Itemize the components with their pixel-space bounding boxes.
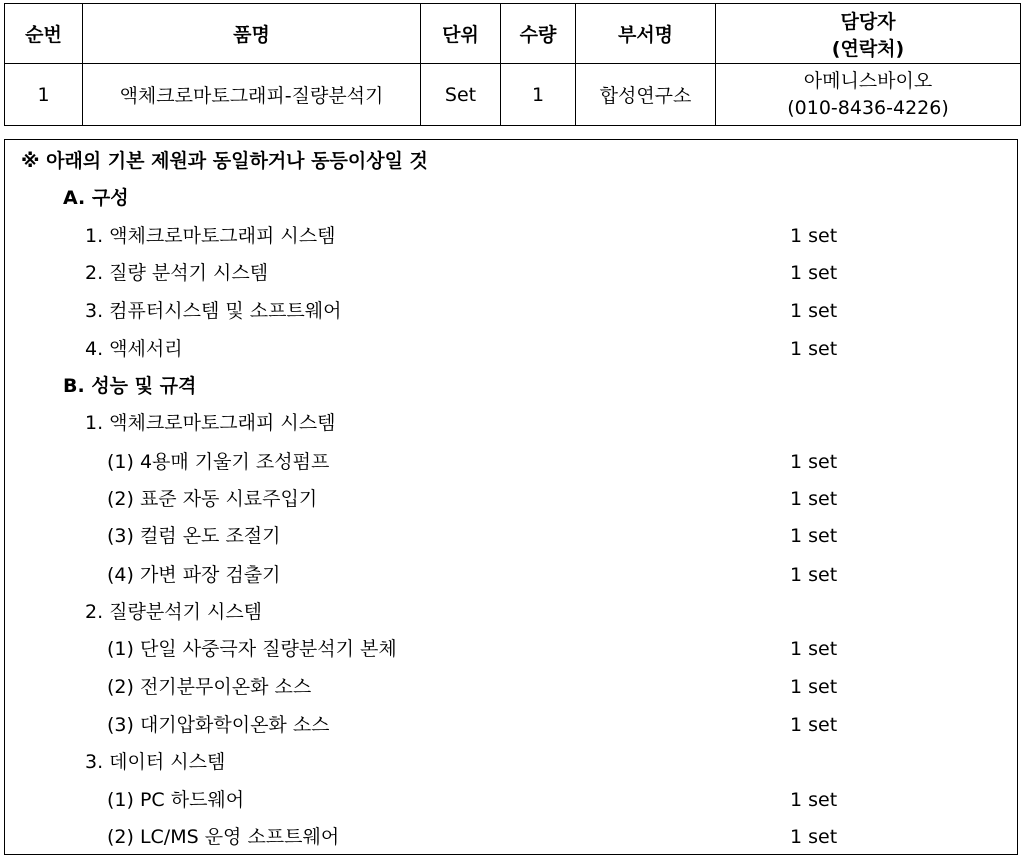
col-header-contact (716, 4, 1021, 64)
subsection-title (5, 744, 1017, 781)
list-item-label: 1. 액체크로마토그래피 시스템 (85, 225, 336, 247)
list-item (5, 518, 1017, 555)
list-item-qty: 1 set (790, 789, 838, 811)
list-item (5, 255, 1017, 292)
list-item-label: (2) 표준 자동 시료주입기 (107, 488, 318, 510)
list-item-label: 3. 컴퓨터시스템 및 소프트웨어 (85, 300, 342, 322)
list-item-label: (4) 가변 파장 검출기 (107, 564, 281, 586)
cell-qty: 1 (501, 64, 576, 126)
list-item-label: (2) LC/MS 운영 소프트웨어 (107, 826, 340, 848)
list-item (5, 444, 1017, 481)
col-header-item: 품명 (83, 4, 421, 64)
section-b-title-text: B. 성능 및 규격 (63, 375, 197, 397)
spec-note-text: ※ 아래의 기본 제원과 동일하거나 동등이상일 것 (21, 150, 428, 172)
list-item-label: (1) 4용매 기울기 조성펌프 (107, 451, 330, 473)
list-item (5, 707, 1017, 744)
list-item-qty: 1 set (790, 338, 838, 360)
spec-note (5, 143, 1017, 180)
list-item (5, 218, 1017, 255)
list-item (5, 293, 1017, 330)
list-item (5, 331, 1017, 368)
subsection-title-text: 1. 액체크로마토그래피 시스템 (85, 412, 336, 434)
list-item-qty: 1 set (790, 525, 838, 547)
list-item (5, 819, 1017, 856)
list-item-label: (2) 전기분무이온화 소스 (107, 676, 312, 698)
list-item-qty: 1 set (790, 451, 838, 473)
list-item-qty: 1 set (790, 826, 838, 848)
list-item (5, 557, 1017, 594)
list-item-label: (1) 단일 사중극자 질량분석기 본체 (107, 638, 397, 660)
list-item-qty: 1 set (790, 225, 838, 247)
list-item-label: (3) 대기압화학이온화 소스 (107, 714, 330, 736)
list-item (5, 481, 1017, 518)
col-header-dept: 부서명 (576, 4, 716, 64)
section-b-title (5, 368, 1017, 405)
contact-name: 아메니스바이오 (803, 69, 933, 92)
list-item-qty: 1 set (790, 300, 838, 322)
list-item (5, 631, 1017, 668)
subsection-title-text: 3. 데이터 시스템 (85, 751, 226, 773)
section-a-title (5, 180, 1017, 217)
col-header-no: 순번 (5, 4, 83, 64)
procurement-table (4, 3, 1021, 126)
list-item-qty: 1 set (790, 262, 838, 284)
contact-phone: (010-8436-4226) (787, 96, 949, 119)
cell-contact (716, 64, 1021, 126)
list-item-label: (1) PC 하드웨어 (107, 789, 245, 811)
list-item (5, 669, 1017, 706)
list-item-qty: 1 set (790, 714, 838, 736)
list-item-qty: 1 set (790, 638, 838, 660)
list-item-label: 4. 액세서리 (85, 338, 183, 360)
list-item-label: (3) 컬럼 온도 조절기 (107, 525, 281, 547)
list-item (5, 782, 1017, 819)
table-header-row (5, 4, 1021, 64)
col-header-contact-phone: (연락처) (831, 37, 905, 60)
spec-box (4, 139, 1018, 855)
col-header-unit: 단위 (421, 4, 501, 64)
cell-unit: Set (421, 64, 501, 126)
subsection-title (5, 594, 1017, 631)
col-header-contact-name: 담당자 (840, 10, 896, 33)
list-item-label: 2. 질량 분석기 시스템 (85, 262, 269, 284)
cell-no: 1 (5, 64, 83, 126)
list-item-qty: 1 set (790, 564, 838, 586)
list-item-qty: 1 set (790, 676, 838, 698)
table-row (5, 64, 1021, 126)
cell-dept: 합성연구소 (576, 64, 716, 126)
subsection-title-text: 2. 질량분석기 시스템 (85, 601, 263, 623)
section-a-title-text: A. 구성 (63, 187, 129, 209)
subsection-title (5, 405, 1017, 442)
col-header-qty: 수량 (501, 4, 576, 64)
list-item-qty: 1 set (790, 488, 838, 510)
cell-item: 액체크로마토그래피-질량분석기 (83, 64, 421, 126)
